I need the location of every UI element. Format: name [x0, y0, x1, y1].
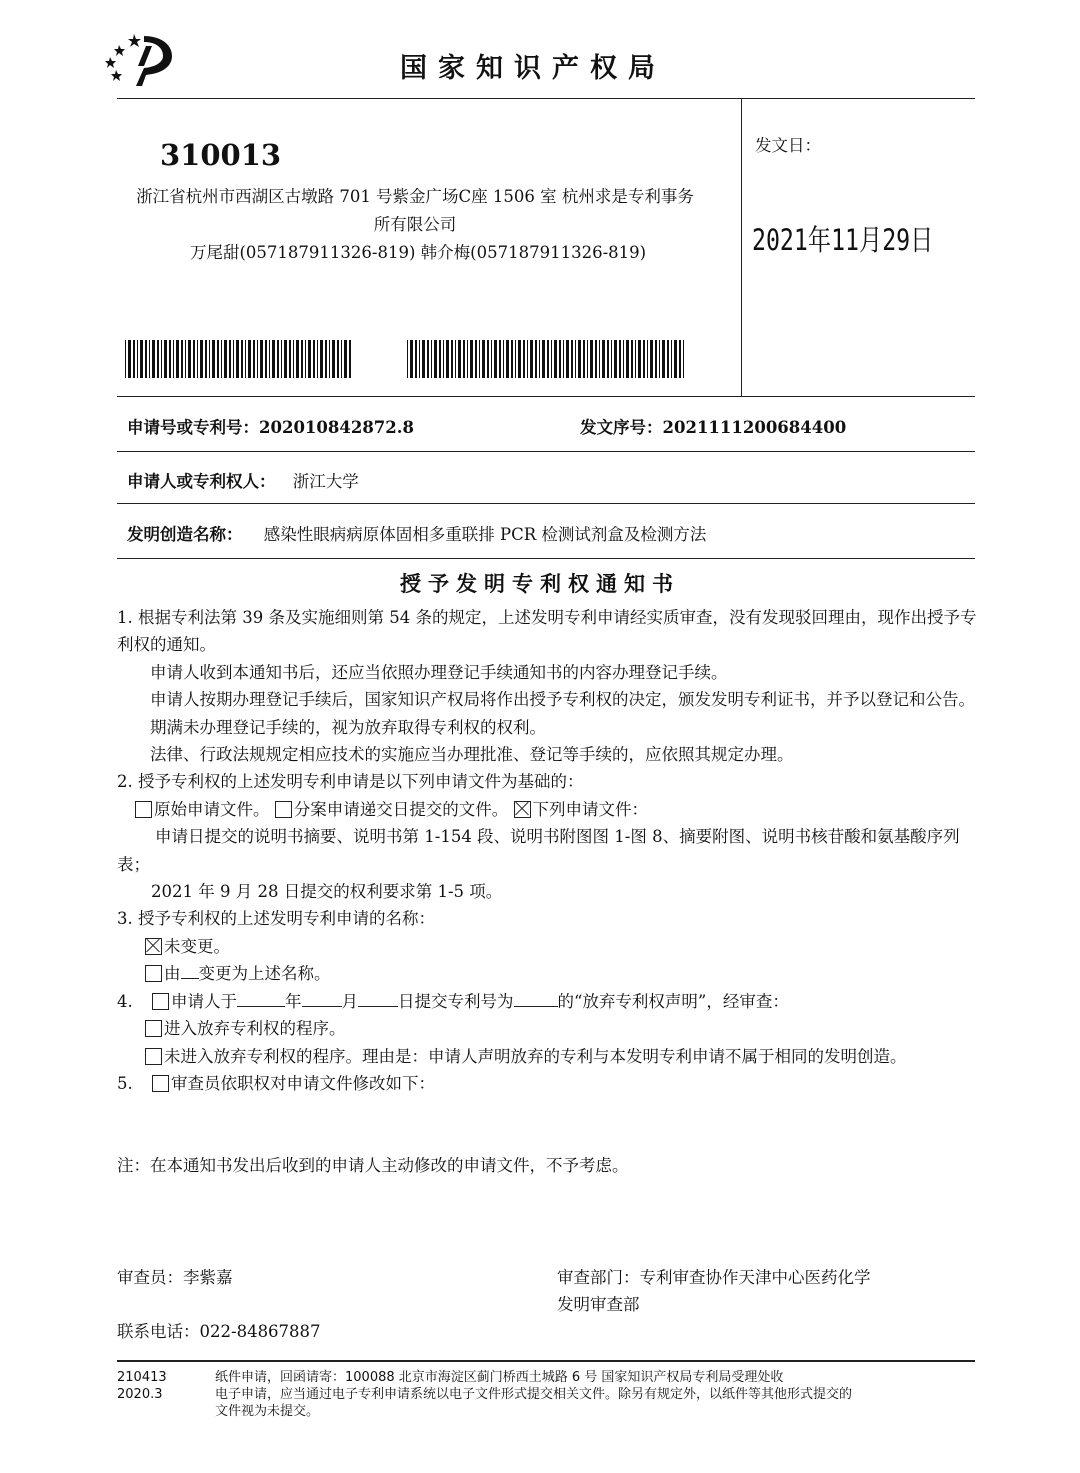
- paragraph: 申请人收到本通知书后，还应当依照办理登记手续通知书的内容办理登记手续。: [150, 662, 728, 682]
- section-4-option: [117, 1043, 977, 1070]
- invention-title-label: 发明创造名称：: [127, 525, 243, 544]
- option-label: 下列申请文件：: [532, 799, 648, 819]
- option-label: 未变更。: [164, 936, 230, 956]
- checkbox-waiver: [152, 993, 169, 1010]
- text: 年: [285, 991, 302, 1011]
- checkbox-name-changed: [145, 965, 162, 982]
- exam-department-line2: 发明审查部: [557, 1295, 640, 1314]
- serial-number-label: 发文序号：: [580, 418, 663, 437]
- footer-line: 纸件申请，回函请寄：100088 北京市海淀区蓟门桥西土城路 6 号 国家知识产权局专利局受理处收: [215, 1370, 784, 1385]
- rule: [117, 558, 975, 559]
- section-4: [117, 988, 977, 1015]
- option-label: 变更为上述名称。: [198, 964, 331, 984]
- section-number: 5.: [117, 1073, 133, 1093]
- section-2-options: [117, 796, 977, 823]
- recipient-address: 浙江省杭州市西湖区古墩路 701 号紫金广场C座 1506 室 杭州求是专利事务所有限公司: [136, 187, 694, 234]
- section-4-option: [117, 1015, 977, 1042]
- section-2-detail: 2021 年 9 月 28 日提交的权利要求第 1-5 项。: [151, 882, 503, 902]
- checkbox-enter-waiver: [145, 1020, 162, 1037]
- footer-rule: [117, 1360, 975, 1362]
- checkbox-following-docs-checked: [514, 801, 531, 818]
- invention-title: 感染性眼病病原体固相多重联排 PCR 检测试剂盒及检测方法: [263, 525, 707, 544]
- paragraph: 法律、行政法规规定相应技术的实施应当办理批准、登记等手续的，应依照其规定办理。: [150, 745, 794, 765]
- send-date: 2021年11月29日: [752, 223, 934, 257]
- checkbox-original-docs: [135, 801, 152, 818]
- header-rule: [117, 98, 975, 99]
- option-label: 未进入放弃专利权的程序。理由是：申请人声明放弃的专利与本发明专利申请不属于相同的发明创造。: [164, 1046, 907, 1066]
- option-label: 审查员依职权对申请文件修改如下：: [171, 1073, 435, 1093]
- application-number: 202010842872.8: [259, 418, 414, 437]
- blank-field: [302, 989, 342, 1007]
- form-code: 210413: [117, 1370, 167, 1385]
- agency-name: 国家知识产权局: [400, 53, 666, 84]
- examiner: 审查员：李紫嘉: [117, 1268, 233, 1287]
- applicant-label: 申请人或专利权人：: [127, 472, 276, 491]
- barcode: [125, 340, 357, 378]
- notice-body: [117, 604, 977, 1097]
- recipient-contacts: 万尾甜(057187911326-819) 韩介梅(057187911326-819): [190, 243, 647, 262]
- notice-title: 授予发明专利权通知书: [400, 572, 680, 596]
- option-label: 进入放弃专利权的程序。: [164, 1019, 346, 1039]
- contact-phone: 联系电话：022-84867887: [117, 1322, 321, 1341]
- text: 申请人于: [171, 991, 237, 1011]
- paragraph: 1. 根据专利法第 39 条及实施细则第 54 条的规定，上述发明专利申请经实质审查，没有发现驳回理由，现作出授予专利权的通知。: [117, 608, 977, 655]
- option-label: 由: [164, 964, 181, 984]
- checkbox-divisional-docs: [275, 801, 292, 818]
- checkbox-examiner-amendments: [152, 1075, 169, 1092]
- section-5: [117, 1070, 977, 1097]
- section-number: 4.: [117, 991, 133, 1011]
- option-label: 原始申请文件。: [154, 799, 270, 819]
- footer-line: 电子申请，应当通过电子专利申请系统以电子文件形式提交相关文件。除另有规定外，以纸件等其他形式提交的: [215, 1387, 853, 1402]
- rule: [117, 396, 975, 397]
- cnipa-logo: [100, 30, 180, 88]
- section-3-option: [117, 960, 977, 987]
- invention-title-row: [127, 521, 706, 545]
- text: 日提交专利号为: [398, 991, 514, 1011]
- application-number-label: 申请号或专利号：: [127, 418, 259, 437]
- serial-number-row: [580, 414, 846, 438]
- checkbox-name-unchanged-checked: [145, 938, 162, 955]
- option-label: 分案申请递交日提交的文件。: [293, 799, 509, 819]
- blank-field: [358, 989, 398, 1007]
- blank-field: [181, 962, 199, 980]
- exam-department: 审查部门：专利审查协作天津中心医药化学: [557, 1268, 871, 1287]
- paragraph: 期满未办理登记手续的，视为放弃取得专利权的权利。: [150, 717, 546, 737]
- section-2-detail: 申请日提交的说明书摘要、说明书第 1-154 段、说明书附图图 1-图 8、摘要附图、说明书核苷酸和氨基酸序列表；: [117, 827, 960, 874]
- applicant-row: [127, 468, 359, 492]
- footer-line: 文件视为未提交。: [215, 1404, 320, 1419]
- postcode: 310013: [160, 138, 282, 172]
- rule: [117, 451, 975, 452]
- text: 月: [341, 991, 358, 1011]
- rule: [117, 503, 975, 504]
- blank-field: [514, 989, 558, 1007]
- paragraph: 申请人按期办理登记手续后，国家知识产权局将作出授予专利权的决定，颁发发明专利证书，并予以登记和公告。: [150, 690, 975, 710]
- checkbox-not-enter-waiver: [145, 1048, 162, 1065]
- note: 注：在本通知书发出后收到的申请人主动修改的申请文件，不予考虑。: [117, 1156, 629, 1175]
- text: 的“放弃专利权声明”，经审查：: [557, 991, 789, 1011]
- section-3-heading: 3. 授予专利权的上述发明专利申请的名称：: [117, 909, 435, 929]
- application-number-row: [127, 414, 414, 438]
- blank-field: [237, 989, 285, 1007]
- serial-number: 2021111200684400: [662, 418, 847, 437]
- send-date-label: 发文日：: [755, 136, 821, 155]
- applicant: 浙江大学: [292, 472, 359, 491]
- form-version: 2020.3: [117, 1387, 163, 1402]
- date-divider: [741, 98, 742, 396]
- barcode: [407, 340, 689, 378]
- section-2-heading: 2. 授予专利权的上述发明专利申请是以下列申请文件为基础的：: [117, 772, 584, 792]
- section-3-option: [117, 933, 977, 960]
